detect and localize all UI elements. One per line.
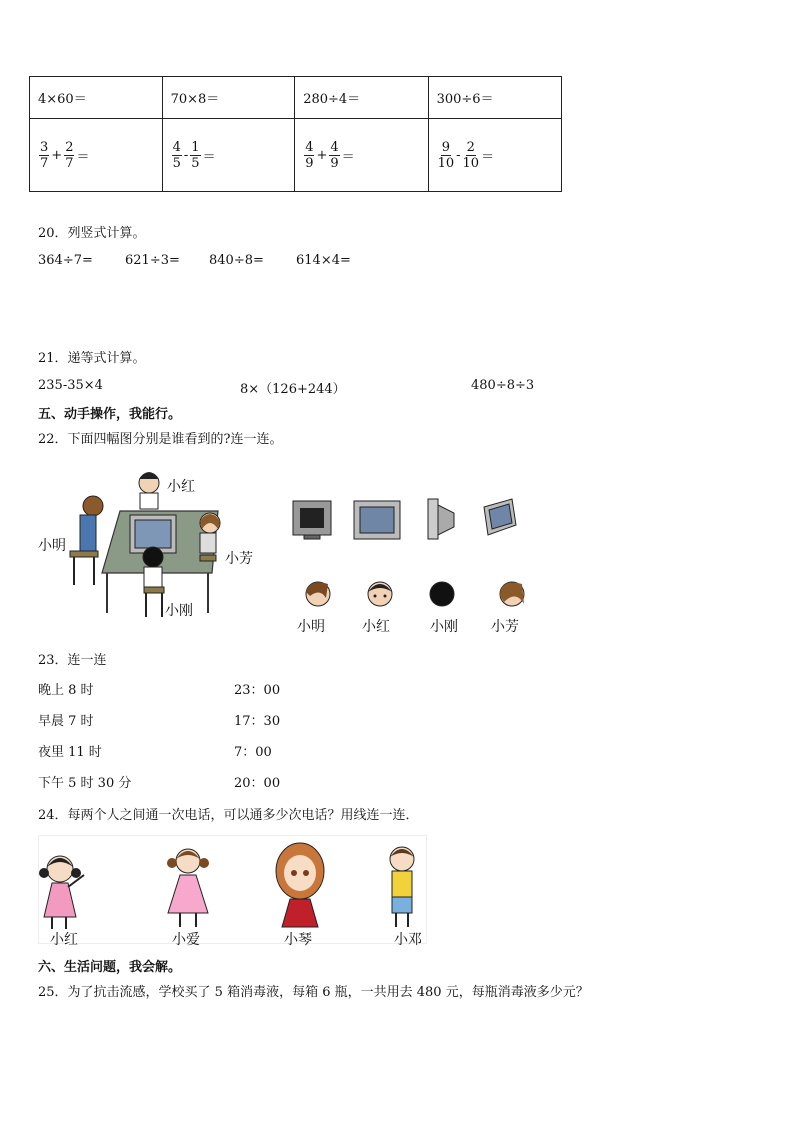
time-24h: 7：00 xyxy=(234,745,272,760)
time-24h: 17：30 xyxy=(234,714,281,729)
q21-item: 235-35×4 xyxy=(38,378,103,393)
kid-label: 小芳 xyxy=(491,619,519,635)
kid-label: 小红 xyxy=(362,619,390,635)
child-label: 小邓 xyxy=(394,932,422,948)
child-xiaohong xyxy=(39,856,84,929)
monitor-front-view xyxy=(354,501,400,539)
calc-cell: 300÷6＝ xyxy=(428,77,561,119)
q25-title: 25．为了抗击流感，学校买了 5 箱消毒液，每箱 6 瓶，一共用去 480 元，每瓶消毒液多少元？ xyxy=(38,985,589,1000)
scene-label-left: 小明 xyxy=(38,538,66,554)
calc-table xyxy=(29,76,562,192)
time-desc: 下午 5 时 30 分 xyxy=(38,776,132,791)
calc-row-fractions xyxy=(30,119,562,192)
fraction: $\frac{2}{7}$ xyxy=(65,139,74,171)
kid-head-xiaogang xyxy=(430,582,454,606)
q20-item: 621÷3= xyxy=(125,253,180,268)
fraction: $\frac{9}{10}$ xyxy=(437,139,455,171)
child-label: 小爱 xyxy=(172,932,200,948)
monitor-views xyxy=(290,495,530,545)
fraction: $\frac{1}{5}$ xyxy=(191,139,200,171)
child-label: 小琴 xyxy=(284,932,312,948)
monitor-side-view xyxy=(428,499,454,539)
fraction: $\frac{4}{9}$ xyxy=(305,139,314,171)
monitor-angled-view xyxy=(484,499,516,535)
calc-cell: 4×60＝ xyxy=(30,77,163,119)
scene-label-top: 小红 xyxy=(167,479,195,495)
time-desc: 早晨 7 时 xyxy=(38,714,94,729)
kid-label: 小刚 xyxy=(430,619,458,635)
time-24h: 23：00 xyxy=(234,683,281,698)
fraction-cell: $\frac{4}{9}$ + $\frac{4}{9}$ ＝ xyxy=(295,119,428,192)
q20-item: 364÷7= xyxy=(38,253,93,268)
scene-label-right: 小芳 xyxy=(225,551,253,567)
fraction-cell: $\frac{9}{10}$ - $\frac{2}{10}$ ＝ xyxy=(428,119,561,192)
fraction: $\frac{2}{10}$ xyxy=(462,139,480,171)
q22-title: 22．下面四幅图分别是谁看到的?连一连。 xyxy=(38,432,283,447)
scene-illustration xyxy=(60,455,260,625)
kid-label: 小明 xyxy=(297,619,325,635)
calc-cell: 70×8＝ xyxy=(162,77,295,119)
kid-head-xiaoming xyxy=(306,582,330,606)
time-desc: 晚上 8 时 xyxy=(38,683,94,698)
time-desc: 夜里 11 时 xyxy=(38,745,102,760)
fraction-cell: $\frac{3}{7}$ + $\frac{2}{7}$ ＝ xyxy=(30,119,163,192)
four-girls-illustration xyxy=(38,835,428,945)
fraction-cell: $\frac{4}{5}$ - $\frac{1}{5}$ ＝ xyxy=(162,119,295,192)
q20-title: 20．列竖式计算。 xyxy=(38,226,146,241)
q20-item: 840÷8= xyxy=(209,253,264,268)
fraction: $\frac{4}{5}$ xyxy=(172,139,181,171)
q21-title: 21．递等式计算。 xyxy=(38,351,146,366)
fraction: $\frac{3}{7}$ xyxy=(40,139,49,171)
kid-head-xiaofang xyxy=(500,582,524,606)
time-24h: 20：00 xyxy=(234,776,281,791)
fraction: $\frac{4}{9}$ xyxy=(330,139,339,171)
calc-cell: 280÷4＝ xyxy=(295,77,428,119)
child-label: 小红 xyxy=(50,932,78,948)
q21-item: 480÷8÷3 xyxy=(471,378,535,393)
scene-label-bottom: 小刚 xyxy=(165,603,193,619)
child-xiaoai xyxy=(167,849,209,927)
q20-item: 614×4= xyxy=(296,253,351,268)
monitor-back-view xyxy=(293,501,331,539)
section-6-heading: 六、生活问题，我会解。 xyxy=(38,960,182,975)
kid-head-xiaohong xyxy=(368,582,392,606)
kid-heads xyxy=(290,574,540,614)
child-xiaoqin xyxy=(276,843,324,927)
child-xiaodeng xyxy=(390,847,414,927)
q23-title: 23．连一连 xyxy=(38,653,107,668)
q24-title: 24．每两个人之间通一次电话，可以通多少次电话？用线连一连． xyxy=(38,808,419,823)
section-5-heading: 五、动手操作，我能行。 xyxy=(38,407,182,422)
calc-row-integers xyxy=(30,77,562,119)
q21-item: 8×（126+244） xyxy=(240,382,346,397)
